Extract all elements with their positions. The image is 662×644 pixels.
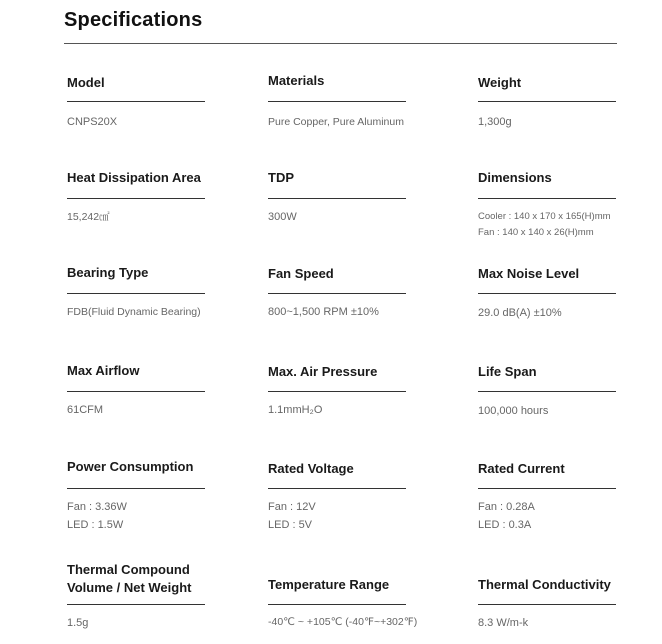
spec-label: Heat Dissipation Area <box>67 170 201 185</box>
spec-divider <box>67 488 205 489</box>
spec-label: Max Noise Level <box>478 266 580 281</box>
spec-label: TDP <box>268 170 294 185</box>
spec-value: Cooler : 140 x 170 x 165(H)mm <box>478 211 611 222</box>
spec-value: 100,000 hours <box>478 405 549 417</box>
title-divider <box>64 43 617 44</box>
spec-value: 1,300g <box>478 116 512 128</box>
spec-divider <box>268 101 406 102</box>
spec-divider <box>478 391 616 392</box>
spec-value: 1.1mmH₂O <box>268 404 323 416</box>
spec-divider <box>67 293 205 294</box>
spec-label: Fan Speed <box>268 266 334 281</box>
spec-value: CNPS20X <box>67 116 118 128</box>
spec-divider <box>67 391 205 392</box>
spec-value-line2: Fan : 140 x 140 x 26(H)mm <box>478 227 594 238</box>
spec-value: Fan : 12V <box>268 501 316 513</box>
spec-divider <box>478 198 616 199</box>
spec-label: Model <box>67 75 105 90</box>
spec-label: Max Airflow <box>67 363 140 378</box>
spec-divider <box>268 198 406 199</box>
spec-value: 29.0 dB(A) ±10% <box>478 307 562 319</box>
spec-value: 8.3 W/m-k <box>478 617 529 629</box>
spec-value-line2: LED : 5V <box>268 519 313 531</box>
spec-label: Materials <box>268 73 325 88</box>
spec-divider <box>67 604 205 605</box>
spec-value-line2: LED : 0.3A <box>478 519 532 531</box>
spec-label: Temperature Range <box>268 577 390 592</box>
spec-divider <box>478 101 616 102</box>
spec-value: 61CFM <box>67 404 104 416</box>
spec-divider <box>268 488 406 489</box>
spec-value-line2: LED : 1.5W <box>67 519 124 531</box>
spec-label: Bearing Type <box>67 265 149 280</box>
spec-divider <box>478 488 616 489</box>
spec-value: 300W <box>268 211 297 223</box>
spec-value: -40℃ ~ +105℃ (-40℉~+302℉) <box>268 616 418 628</box>
spec-label: Dimensions <box>478 170 552 185</box>
spec-divider <box>478 604 616 605</box>
spec-label-line2: Volume / Net Weight <box>67 580 192 595</box>
spec-value: 800~1,500 RPM ±10% <box>268 306 379 318</box>
spec-divider <box>478 293 616 294</box>
spec-divider <box>268 391 406 392</box>
spec-label: Weight <box>478 75 522 90</box>
spec-label: Life Span <box>478 364 537 379</box>
spec-label: Power Consumption <box>67 459 194 474</box>
spec-divider <box>67 198 205 199</box>
spec-value: Fan : 0.28A <box>478 501 535 513</box>
spec-value: 1.5g <box>67 617 89 629</box>
spec-label: Max. Air Pressure <box>268 364 378 379</box>
spec-divider <box>268 293 406 294</box>
spec-divider <box>67 101 205 102</box>
spec-divider <box>268 604 406 605</box>
spec-value: 15,242㎠ <box>67 211 110 223</box>
page-title: Specifications <box>64 9 203 31</box>
spec-label: Rated Current <box>478 461 565 476</box>
spec-label: Rated Voltage <box>268 461 354 476</box>
spec-label: Thermal Conductivity <box>478 577 611 592</box>
spec-value: FDB(Fluid Dynamic Bearing) <box>67 306 201 318</box>
spec-value: Fan : 3.36W <box>67 501 127 513</box>
spec-label: Thermal Compound <box>67 562 190 577</box>
spec-value: Pure Copper, Pure Aluminum <box>268 116 404 128</box>
